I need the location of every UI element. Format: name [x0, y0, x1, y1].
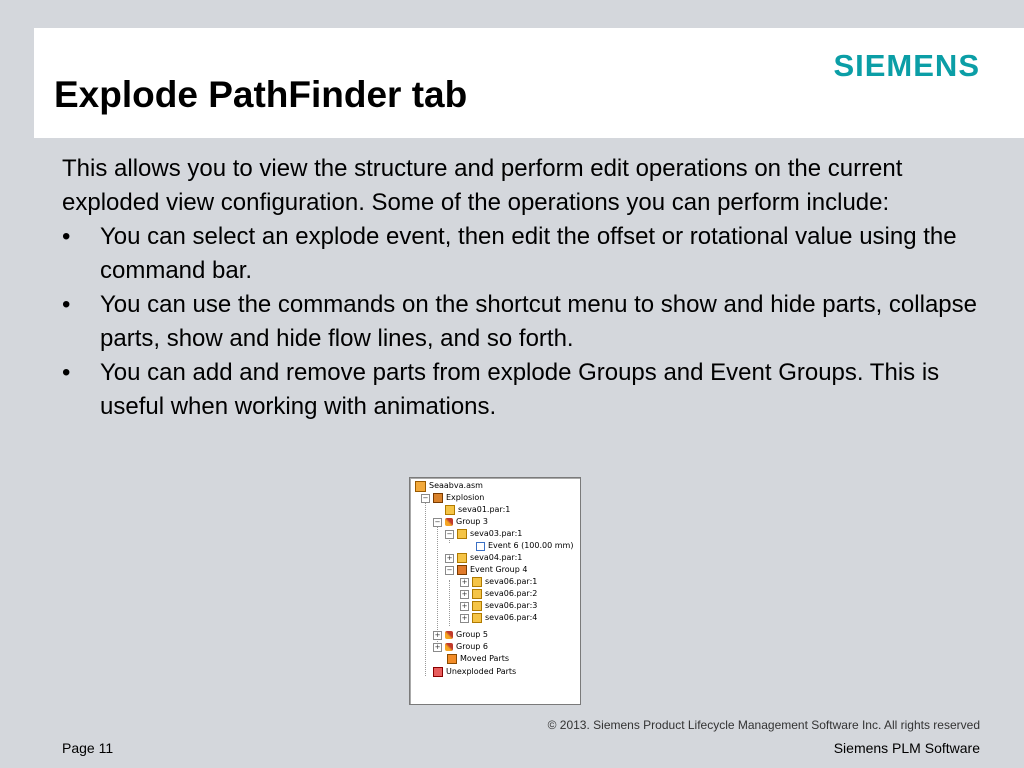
tree-node-group[interactable]	[433, 516, 488, 528]
bullet-item	[62, 220, 982, 288]
slide-title: Explode PathFinder tab	[54, 74, 468, 115]
tree-node-label: seva03.par:1	[470, 529, 523, 538]
bullet-marker: •	[62, 223, 71, 250]
tree-node-label: Event 6 (100.00 mm)	[488, 541, 574, 550]
group-icon	[445, 518, 453, 526]
part-icon	[472, 589, 482, 599]
tree-node-event-group[interactable]	[445, 564, 527, 576]
expand-icon[interactable]: +	[446, 553, 453, 562]
collapse-icon[interactable]: −	[446, 565, 453, 574]
tree-node-part[interactable]	[460, 600, 537, 612]
copyright-notice: © 2013. Siemens Product Lifecycle Management Software Inc. All rights reserved	[547, 718, 980, 732]
tree-node-label: seva06.par:4	[485, 613, 538, 622]
tree-node-group[interactable]	[433, 641, 488, 653]
siemens-logo: SIEMENS	[833, 48, 980, 83]
collapse-icon[interactable]: −	[422, 493, 429, 502]
tree-node-label: Event Group 4	[470, 565, 528, 574]
tree-node-assembly[interactable]	[415, 480, 483, 492]
expand-icon[interactable]: +	[461, 577, 468, 586]
part-icon	[457, 553, 467, 563]
company-name: Siemens PLM Software	[833, 740, 980, 756]
tree-node-label: seva06.par:2	[485, 589, 538, 598]
assembly-icon	[415, 481, 426, 492]
tree-node-explosion[interactable]	[421, 492, 484, 504]
bullet-item	[62, 288, 982, 356]
bullet-marker: •	[62, 359, 71, 386]
tree-node-group[interactable]	[433, 629, 488, 641]
tree-node-label: Group 3	[456, 517, 488, 526]
tree-node-label: Explosion	[446, 493, 485, 502]
tree-node-label: seva06.par:3	[485, 601, 538, 610]
tree-node-label: seva01.par:1	[458, 505, 511, 514]
part-icon	[445, 505, 455, 515]
tree-node-label: seva06.par:1	[485, 577, 538, 586]
intro-paragraph: This allows you to view the structure and perform edit operations on the current exploded view configuration. Some of the operations you can perform include:	[62, 155, 903, 216]
tree-node-label: Unexploded Parts	[446, 667, 517, 676]
expand-icon[interactable]: +	[461, 601, 468, 610]
group-icon	[445, 631, 453, 639]
part-icon	[457, 529, 467, 539]
expand-icon[interactable]: +	[461, 613, 468, 622]
body-text	[62, 152, 982, 424]
event-icon	[476, 542, 485, 551]
tree-node-label: Group 6	[456, 642, 488, 651]
unexploded-parts-icon	[433, 667, 443, 677]
tree-guide-line	[425, 494, 426, 676]
tree-node-event[interactable]	[476, 540, 573, 552]
tree-node-part[interactable]	[460, 576, 537, 588]
part-icon	[472, 613, 482, 623]
part-icon	[472, 577, 482, 587]
pathfinder-tree[interactable]	[409, 477, 581, 705]
tree-node-label: Group 5	[456, 630, 488, 639]
tree-node-label: Seaabva.asm	[429, 481, 483, 490]
tree-node-part[interactable]	[445, 552, 522, 564]
part-icon	[472, 601, 482, 611]
tree-node-moved-parts[interactable]	[447, 653, 509, 665]
bullet-text: You can select an explode event, then edit the offset or rotational value using the command bar.	[100, 223, 957, 284]
bullet-list	[62, 220, 982, 424]
tree-node-label: Moved Parts	[460, 654, 510, 663]
tree-node-part[interactable]	[460, 612, 537, 624]
tree-guide-line	[449, 580, 450, 626]
bullet-text: You can add and remove parts from explode Groups and Event Groups. This is useful when working with animations.	[100, 359, 940, 420]
title-bar	[34, 28, 1024, 138]
expand-icon[interactable]: +	[434, 630, 441, 639]
collapse-icon[interactable]: −	[434, 517, 441, 526]
event-group-icon	[457, 565, 467, 575]
bullet-marker: •	[62, 291, 71, 318]
expand-icon[interactable]: +	[434, 642, 441, 651]
collapse-icon[interactable]: −	[446, 529, 453, 538]
expand-icon[interactable]: +	[461, 589, 468, 598]
bullet-item	[62, 356, 982, 424]
group-icon	[445, 643, 453, 651]
tree-node-unexploded-parts[interactable]	[433, 666, 516, 678]
page-number: Page 11	[62, 740, 114, 756]
tree-node-part[interactable]	[445, 528, 522, 540]
moved-parts-icon	[447, 654, 457, 664]
tree-node-part[interactable]	[460, 588, 537, 600]
explosion-icon	[433, 493, 443, 503]
bullet-text: You can use the commands on the shortcut menu to show and hide parts, collapse parts, show and hide flow lines, and so forth.	[100, 291, 977, 352]
tree-node-label: seva04.par:1	[470, 553, 523, 562]
tree-node-part[interactable]	[445, 504, 510, 516]
